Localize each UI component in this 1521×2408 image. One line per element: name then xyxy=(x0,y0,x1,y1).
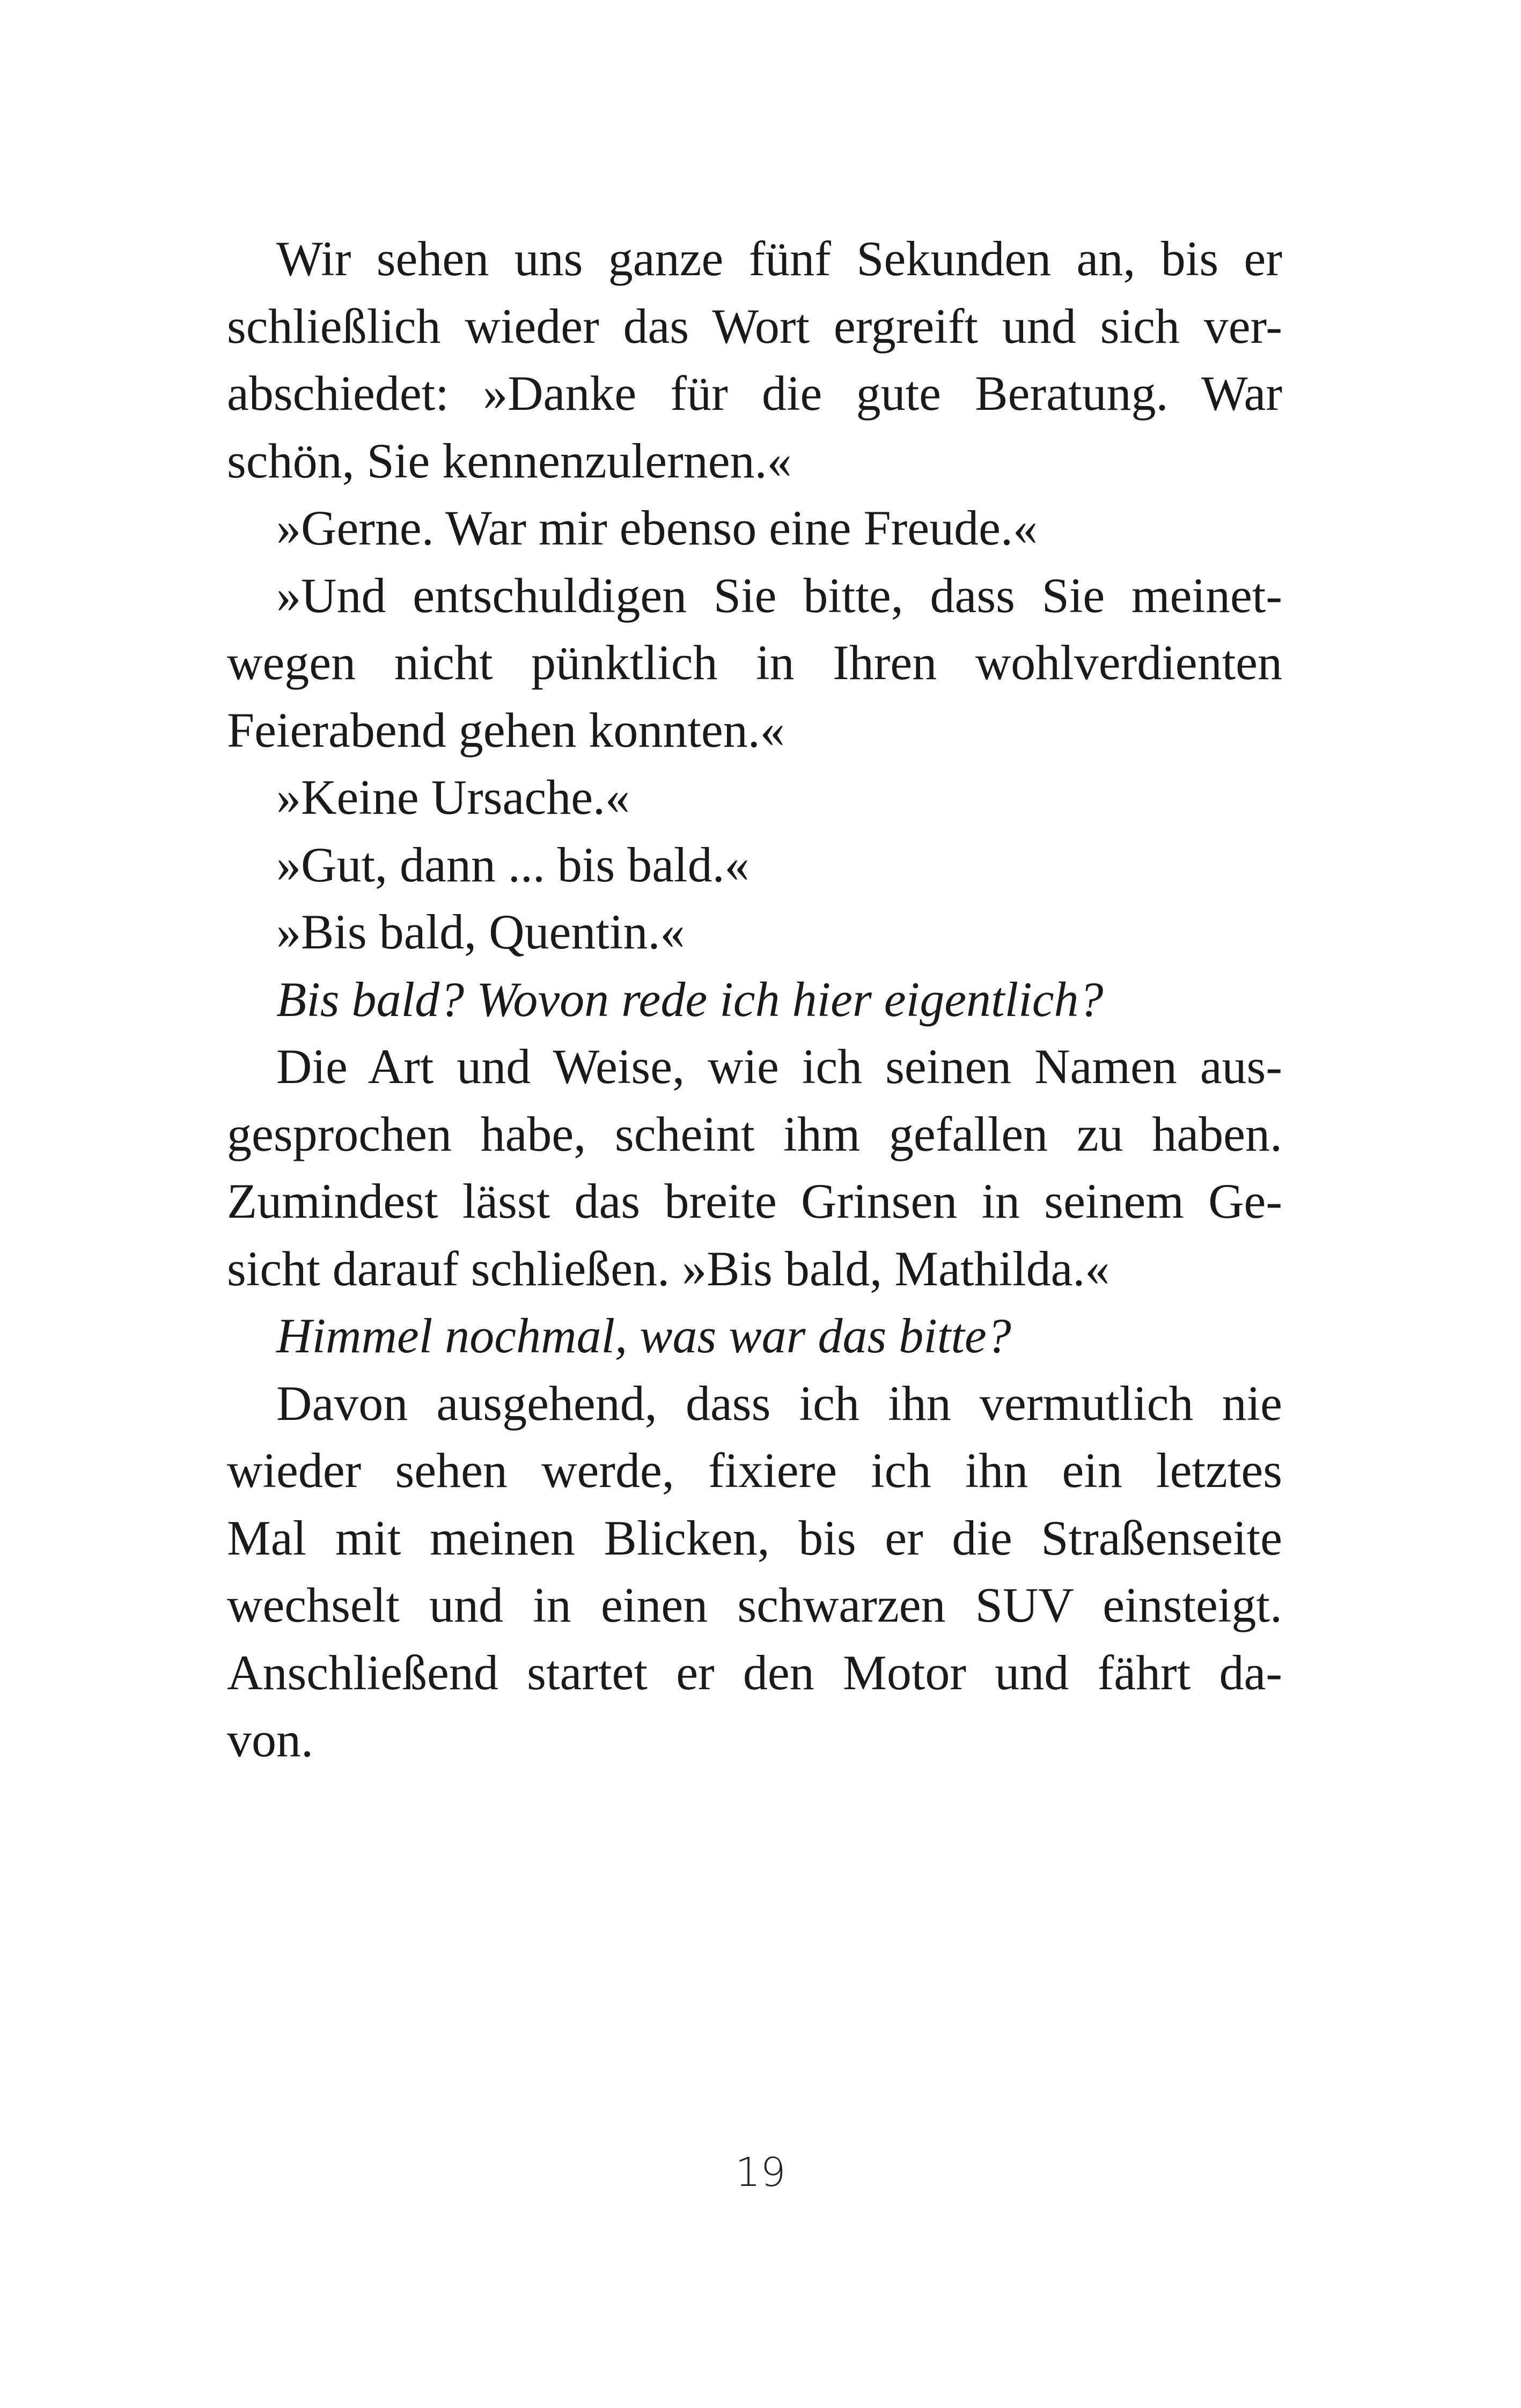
text-line: »Bis bald, Quentin.« xyxy=(276,904,685,959)
text-line: wegen nicht pünktlich in Ihren wohlverdienten xyxy=(227,635,1282,690)
text-line: Wir sehen uns ganze fünf Sekunden an, bis er xyxy=(276,231,1282,286)
body-text xyxy=(227,225,1282,1774)
text-line: Feierabend gehen konnten.« xyxy=(227,702,785,757)
text-line: wieder sehen werde, fixiere ich ihn ein letztes xyxy=(227,1443,1282,1498)
text-line: Die Art und Weise, wie ich seinen Namen aus- xyxy=(276,1039,1282,1094)
text-line: abschiedet: »Danke für die gute Beratung. War xyxy=(227,366,1282,421)
text-line: »Keine Ursache.« xyxy=(276,770,630,824)
text-line: schließlich wieder das Wort ergreift und sich ver- xyxy=(227,298,1282,354)
text-line: gesprochen habe, scheint ihm gefallen zu haben. xyxy=(227,1106,1282,1161)
text-line: Zumindest lässt das breite Grinsen in seinem Ge- xyxy=(227,1174,1282,1228)
text-line: Mal mit meinen Blicken, bis er die Straßenseite xyxy=(227,1510,1282,1565)
text-line-thought: Bis bald? Wovon rede ich hier eigentlich? xyxy=(276,971,1104,1027)
text-line: von. xyxy=(227,1712,313,1767)
text-line: Anschließend startet er den Motor und fährt da- xyxy=(227,1645,1282,1700)
text-line: »Gut, dann ... bis bald.« xyxy=(276,837,750,892)
text-line: sicht darauf schließen. »Bis bald, Mathilda.« xyxy=(227,1241,1110,1296)
text-line: schön, Sie kennenzulernen.« xyxy=(227,433,792,488)
text-line-thought: Himmel nochmal, was war das bitte? xyxy=(276,1308,1011,1363)
text-line: »Gerne. War mir ebenso eine Freude.« xyxy=(276,500,1038,555)
text-line: Davon ausgehend, dass ich ihn vermutlich nie xyxy=(276,1375,1282,1431)
text-line: wechselt und in einen schwarzen SUV einsteigt. xyxy=(227,1578,1282,1632)
text-line: »Und entschuldigen Sie bitte, dass Sie meinet- xyxy=(276,568,1282,623)
page-number: 19 xyxy=(735,2149,786,2196)
